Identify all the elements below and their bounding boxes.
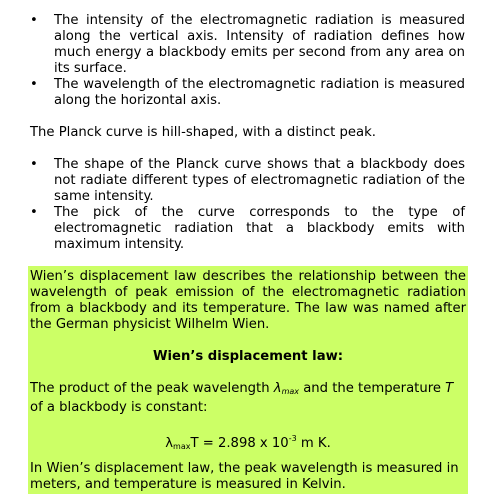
list-item [28,157,465,205]
formula-unit: m K. [296,436,331,451]
wien-law-heading: Wien’s displacement law: [152,349,344,364]
temperature-symbol: T [445,381,454,396]
formula-main: T = 2.898 x 10 [190,436,289,451]
bullet-list-planck [28,157,465,253]
wien-formula [30,431,466,455]
wien-law-highlight-box [28,266,468,494]
wien-intro-paragraph: Wien’s displacement law describes the relationship between the wavelength of peak emission of the electromagnetic radiation from a blackbody and its temperature. The law was named after the German physicist Wilhelm Wien. [30,269,466,332]
max-subscript: max [281,387,300,396]
product-text-mid: and the temperature [299,381,446,396]
bullet-icon: • [30,205,38,220]
list-item [28,205,465,253]
lambda-symbol: λ [273,381,282,396]
list-item-text: The wavelength of the electromagnetic radiation is measured along the horizontal axis. [54,77,465,108]
planck-curve-paragraph: The Planck curve is hill-shaped, with a distinct peak. [30,125,376,140]
list-item [28,77,465,109]
list-item-text: The pick of the curve corresponds to the type of electromagnetic radiation that a blackbody emits with maximum intensity. [54,205,465,252]
list-item-text: The intensity of the electromagnetic radiation is measured along the vertical axis. Intensity of radiation defines how much energy a blackbody emits per second from any area on its surface. [54,13,465,76]
bullet-list-axes [28,13,465,109]
formula-exponent: -3 [288,434,297,443]
product-text-pre: The product of the peak wavelength [30,381,274,396]
list-item-text: The shape of the Planck curve shows that a blackbody does not radiate different types of electromagnetic radiation of the same intensity. [54,157,465,204]
bullet-icon: • [30,13,38,28]
formula-max-subscript: max [173,442,191,451]
list-item [28,13,465,77]
bullet-icon: • [30,157,38,172]
bullet-icon: • [30,77,38,92]
wien-units-paragraph: In Wien’s displacement law, the peak wavelength is measured in meters, and temperature is measured in Kelvin. [30,461,459,492]
product-text-post: of a blackbody is constant: [30,400,208,415]
formula-lambda: λ [165,436,174,451]
wien-product-paragraph [30,381,466,416]
